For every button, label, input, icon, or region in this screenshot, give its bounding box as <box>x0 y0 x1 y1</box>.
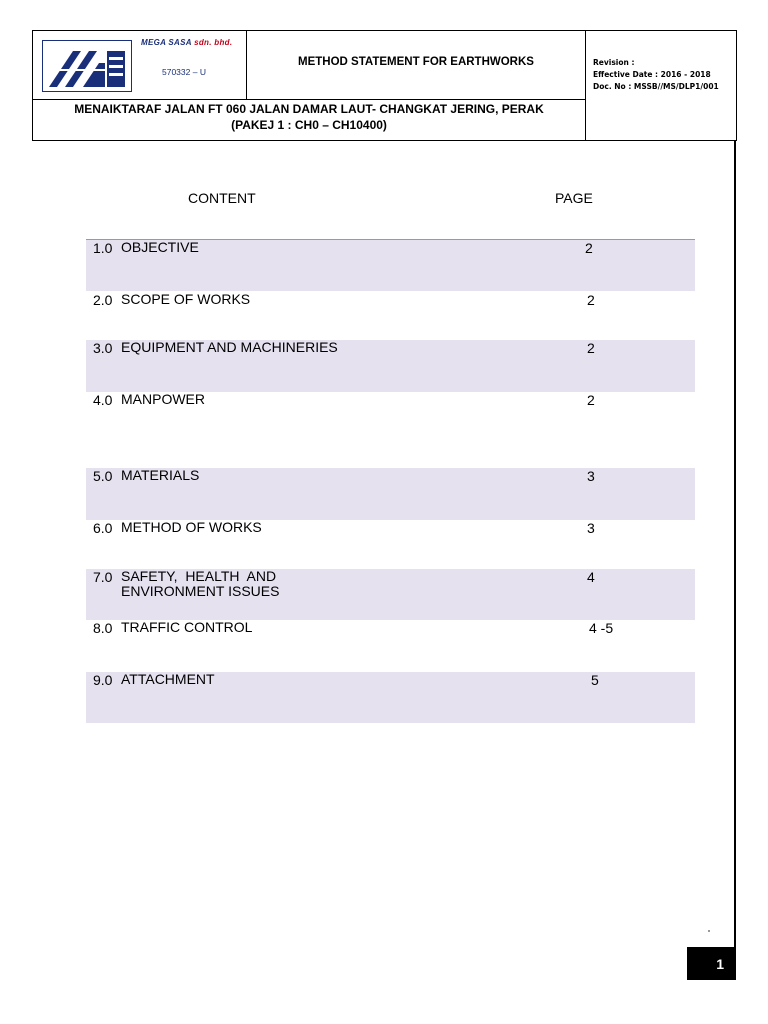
project-line-2: (PAKEJ 1 : CH0 – CH10400) <box>231 118 387 132</box>
toc-title-line-1: SAFETY, HEALTH AND <box>121 568 277 584</box>
toc-row <box>86 291 695 340</box>
toc-row <box>86 392 695 468</box>
toc-title: ATTACHMENT <box>121 671 215 687</box>
document-header <box>32 30 737 141</box>
toc-title: MANPOWER <box>121 391 205 407</box>
toc-number: 9.0 <box>93 672 113 688</box>
toc-page-heading: PAGE <box>555 190 593 206</box>
doc-number: Doc. No : MSSB//MS/DLP1/001 <box>593 82 719 91</box>
effective-date: Effective Date : 2016 - 2018 <box>593 70 711 79</box>
revision-block <box>586 31 737 141</box>
toc-number: 5.0 <box>93 468 113 484</box>
toc-number: 2.0 <box>93 292 113 308</box>
toc-number: 4.0 <box>93 392 113 408</box>
stray-mark <box>708 930 710 932</box>
toc-page: 2 <box>585 240 593 256</box>
toc-row <box>86 520 695 569</box>
toc-row <box>86 468 695 520</box>
toc-page: 4 -5 <box>589 620 614 636</box>
toc-page: 4 <box>587 569 595 585</box>
logo-cell <box>33 31 247 99</box>
toc-row <box>86 340 695 392</box>
toc-title: SCOPE OF WORKS <box>121 291 251 307</box>
toc-row <box>86 240 695 291</box>
toc-page: 2 <box>587 392 595 408</box>
toc-number: 8.0 <box>93 620 113 636</box>
toc-title: EQUIPMENT AND MACHINERIES <box>121 339 338 355</box>
toc-number: 6.0 <box>93 520 113 536</box>
toc-page: 2 <box>587 340 595 356</box>
company-name: MEGA SASA sdn. bhd. <box>141 38 233 47</box>
toc-title <box>121 569 279 599</box>
company-suffix: sdn. bhd. <box>194 38 233 47</box>
toc-row <box>86 569 695 620</box>
toc-title: METHOD OF WORKS <box>121 519 262 535</box>
toc-row <box>86 672 695 723</box>
company-logo-icon <box>42 40 132 92</box>
project-line-1: MENAIKTARAF JALAN FT 060 JALAN DAMAR LAUT- CHANGKAT JERING, PERAK <box>74 102 544 116</box>
page-number-badge: 1 <box>687 947 736 980</box>
registration-number: 570332 – U <box>162 67 206 77</box>
right-margin-rule <box>734 141 736 951</box>
toc-row <box>86 620 695 672</box>
toc-number: 3.0 <box>93 340 113 356</box>
project-title <box>33 99 586 141</box>
document-title: METHOD STATEMENT FOR EARTHWORKS <box>247 31 586 99</box>
toc-content-heading: CONTENT <box>188 190 256 206</box>
toc-page: 2 <box>587 292 595 308</box>
toc-title: TRAFFIC CONTROL <box>121 619 253 635</box>
toc-title: MATERIALS <box>121 467 200 483</box>
toc-page: 3 <box>587 520 595 536</box>
toc-number: 7.0 <box>93 569 113 585</box>
toc-page: 5 <box>591 672 599 688</box>
toc-title: OBJECTIVE <box>121 239 199 255</box>
toc-page: 3 <box>587 468 595 484</box>
toc-title-line-2: ENVIRONMENT ISSUES <box>121 583 280 599</box>
toc-number: 1.0 <box>93 240 113 256</box>
revision-label: Revision : <box>593 58 635 67</box>
